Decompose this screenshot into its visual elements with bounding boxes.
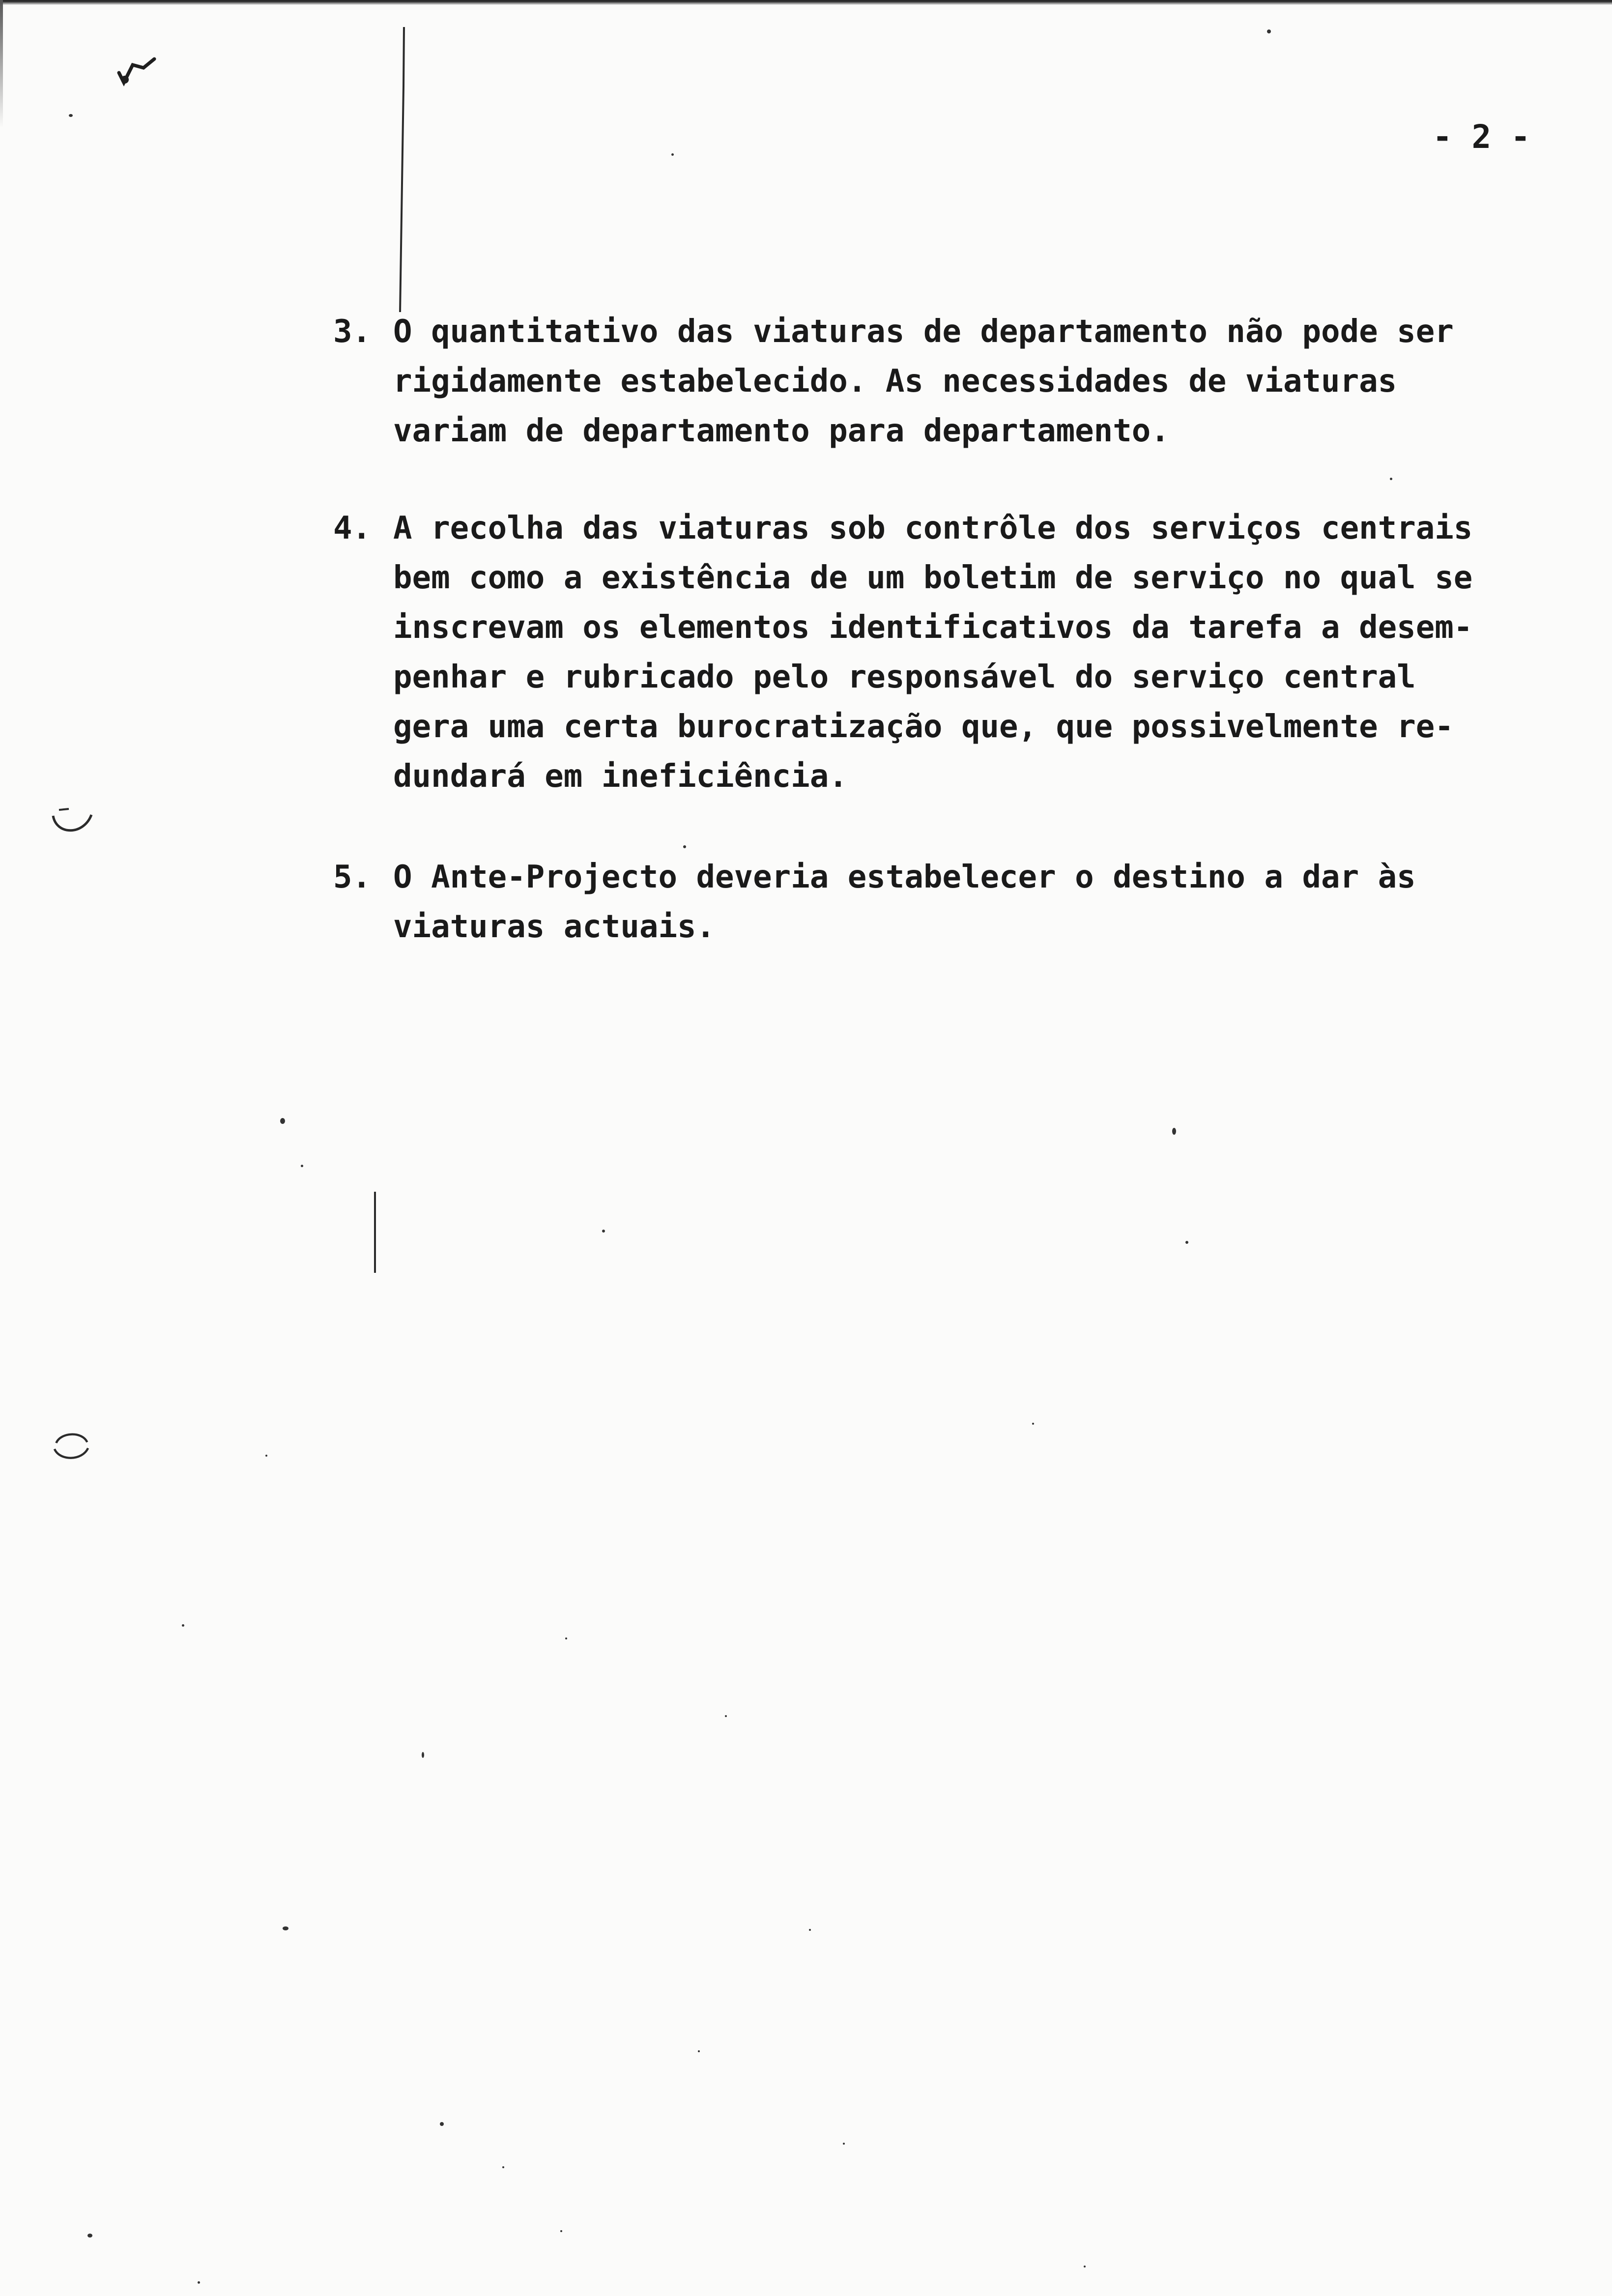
punch-hole-icon: [49, 1430, 93, 1464]
scan-speck: [440, 2122, 444, 2126]
page-number: - 2 -: [1433, 118, 1530, 156]
scan-speck: [809, 1929, 811, 1931]
list-item: [333, 504, 1542, 802]
scan-speck: [182, 1624, 184, 1627]
scan-speck: [725, 1715, 727, 1717]
scan-speck: [671, 153, 674, 156]
scan-speck: [1032, 1423, 1034, 1425]
check-mark-icon: [113, 54, 157, 88]
punch-hole-icon: [49, 806, 93, 840]
list-item: [333, 853, 1542, 952]
item-text: A recolha das viaturas sob contrôle dos serviços centrais bem como a existência de um boletim de serviço no qual se inscrevam os elementos identificativos da tarefa a desem- penhar e rubricado pelo responsável do serviço central gera uma certa burocratização que, que possivelmente re- dundará em ineficiência.: [393, 510, 1473, 795]
scan-edge-top: [0, 0, 1612, 5]
scan-speck: [87, 2234, 92, 2238]
scan-speck: [1390, 478, 1392, 480]
scan-speck: [1172, 1128, 1176, 1135]
margin-tick-mark: [374, 1192, 376, 1273]
item-text: O quantitativo das viaturas de departamento não pode ser rigidamente estabelecido. As necessidades de viaturas variam de departamento para departamento.: [393, 314, 1454, 449]
scan-speck: [843, 2143, 845, 2145]
item-number: 5.: [333, 859, 372, 895]
scan-speck: [698, 2050, 700, 2052]
list-item: [333, 307, 1542, 456]
pen-stroke-mark: [399, 27, 405, 312]
item-number: 3.: [333, 314, 372, 350]
scan-speck: [283, 1926, 288, 1930]
scan-speck: [560, 2230, 562, 2232]
scan-speck: [602, 1230, 605, 1233]
scan-speck: [265, 1455, 267, 1457]
scan-speck: [683, 845, 686, 848]
item-text: O Ante-Projecto deveria estabelecer o destino a dar às viaturas actuais.: [393, 859, 1416, 945]
scan-edge-left: [0, 0, 3, 128]
scan-speck: [1267, 29, 1271, 33]
scan-speck: [301, 1165, 303, 1167]
item-number: 4.: [333, 510, 372, 546]
scan-speck: [422, 1752, 424, 1758]
scan-speck: [198, 2281, 200, 2284]
scan-speck: [1084, 2266, 1086, 2267]
scan-speck: [1185, 1241, 1188, 1244]
scan-speck: [565, 1637, 567, 1639]
scan-speck: [69, 114, 73, 117]
scan-speck: [280, 1118, 285, 1124]
scan-speck: [502, 2166, 504, 2168]
